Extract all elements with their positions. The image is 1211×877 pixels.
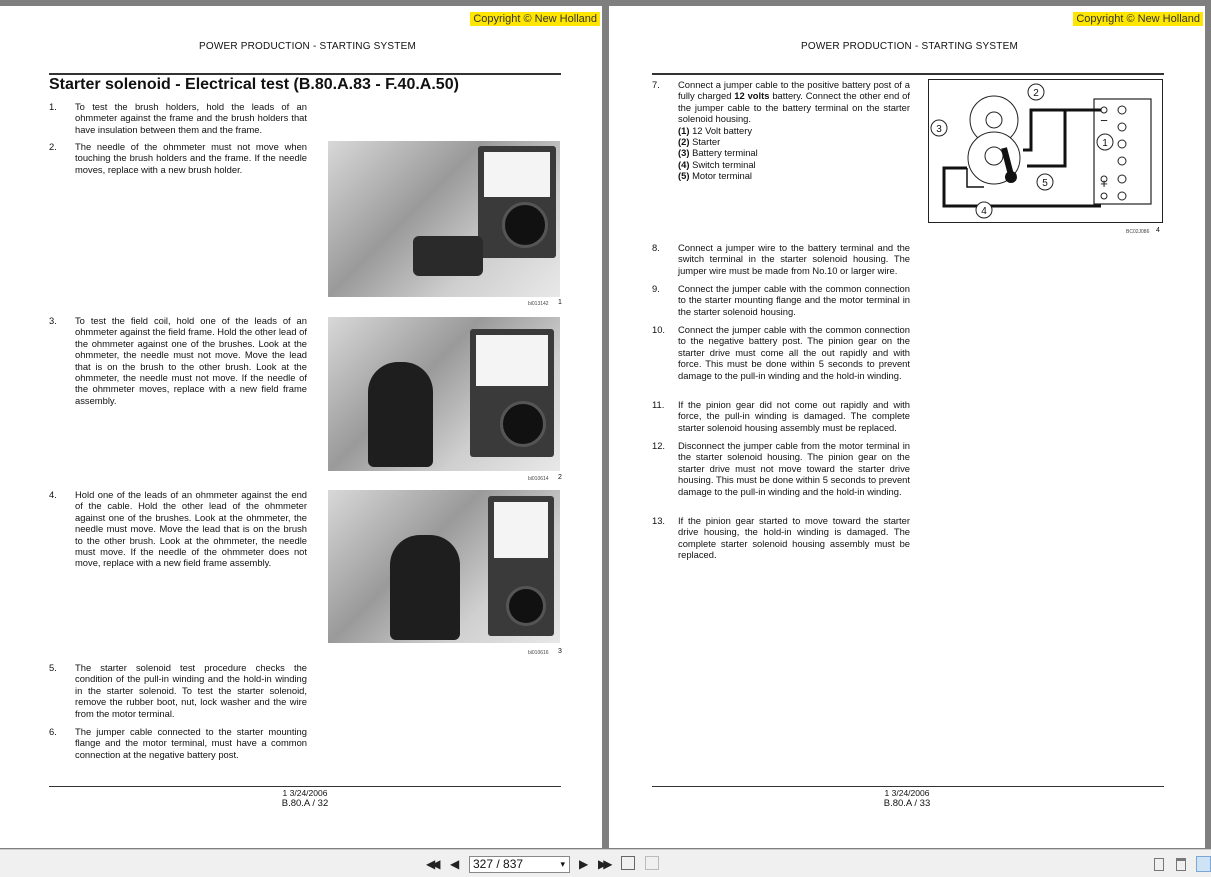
list-item: 10. Connect the jumper cable with the common connection to the negative battery post. The pinion gear on the starter drive must come all the out rapidly and with force. This must be done within 5 seconds to prevent damage to the pull-in winding and the hold-in winding. <box>652 324 910 381</box>
figure-code: bi010614 <box>528 476 549 482</box>
list-item: 6. The jumper cable connected to the starter mounting flange and the motor terminal, must have a common connection at the negative battery post. <box>49 726 307 760</box>
figure-number: 3 <box>558 648 562 655</box>
prev-page-button[interactable]: ◀ <box>450 857 460 871</box>
photo-cable-test <box>328 490 560 643</box>
copyright-label: Copyright © New Holland <box>470 12 600 26</box>
list-item: 5. The starter solenoid test procedure checks the condition of the pull-in winding and the hold-in winding in the starter solenoid. To test the starter solenoid, remove the rubber boot, nut, lock washer and the wire from the motor terminal. <box>49 662 307 719</box>
figure-code: BC02J086 <box>1126 229 1150 235</box>
callout-3: 3 <box>936 124 942 135</box>
list-item: 2. The needle of the ohmmeter must not move when touching the brush holders and the frame. If the needle moves, replace with a new brush holder. <box>49 141 307 175</box>
figure-code: bi013142 <box>528 301 549 307</box>
figure-number: 1 <box>558 299 562 306</box>
figure-code: bi010616 <box>528 650 549 656</box>
footer-date: 1 3/24/2006 <box>884 788 930 798</box>
footer-rule <box>49 786 561 787</box>
list-item: 9. Connect the jumper cable with the common connection to the starter mounting flange and the motor terminal in the starter solenoid housing. <box>652 283 910 317</box>
left-page <box>0 6 602 848</box>
footer-page: B.80.A / 33 <box>883 798 931 809</box>
header-rule <box>49 73 561 75</box>
callout-4: 4 <box>981 206 987 217</box>
figure-number: 4 <box>1156 227 1160 234</box>
page-number-input[interactable]: 327 / 837 ▾ <box>469 856 570 873</box>
photo-brush-holder-test <box>328 141 560 297</box>
callout-5: 5 <box>1042 178 1048 189</box>
list-item: 11. If the pinion gear did not come out rapidly and with force, the pull-in winding is damaged. The complete starter solenoid housing assembly must be replaced. <box>652 399 910 433</box>
copyright-label: Copyright © New Holland <box>1073 12 1203 26</box>
photo-field-coil-test <box>328 317 560 471</box>
last-page-button[interactable]: ▶▶ <box>598 857 609 871</box>
figure-number: 2 <box>558 474 562 481</box>
footer-date: 1 3/24/2006 <box>282 788 328 798</box>
page-header: POWER PRODUCTION - STARTING SYSTEM <box>199 41 416 52</box>
list-item: 8. Connect a jumper wire to the battery terminal and the switch terminal in the starter solenoid housing. The jumper wire must be made from No.10 or larger wire. <box>652 242 910 276</box>
first-page-button[interactable]: ◀◀ <box>426 857 437 871</box>
single-page-view-icon[interactable] <box>1154 858 1164 871</box>
list-item: 3. To test the field coil, hold one of the leads of an ohmmeter against the field frame. Hold the other lead of the ohmmeter against one of the brushes. Look at the ohmmeter, the needle must not move. Move the lead that is on the brush to the other brush. Look at the ohmmeter, the needle must not move. If the needle of the ohmmeter moves, replace with a new field frame assembly. <box>49 315 307 406</box>
callout-1: 1 <box>1102 138 1108 149</box>
page-title: Starter solenoid - Electrical test (B.80.A.83 - F.40.A.50) <box>49 76 459 93</box>
footer-page: B.80.A / 32 <box>281 798 329 809</box>
header-rule <box>652 73 1164 75</box>
list-item: 13. If the pinion gear started to move toward the starter drive housing, the hold-in winding is damaged. The complete starter solenoid housing assembly must be replaced. <box>652 515 910 561</box>
list-item: 1. To test the brush holders, hold the leads of an ohmmeter against the frame and the brush holders that have insulation between them and the frame. <box>49 101 307 135</box>
list-item: 12. Disconnect the jumper cable from the motor terminal in the starter solenoid housing. The pinion gear on the starter drive must not move toward the starter drive housing. This must be done within 5 seconds to prevent damage to the pull-in winding and the hold-in winding. <box>652 440 910 497</box>
wiring-diagram <box>928 79 1163 223</box>
legend-list: (1) 12 Volt battery (2) Starter (3) Battery terminal (4) Switch terminal (5) Motor terminal <box>678 124 758 182</box>
next-page-button[interactable]: ▶ <box>579 857 589 871</box>
callout-2: 2 <box>1033 88 1039 99</box>
list-item: 4. Hold one of the leads of an ohmmeter against the end of the cable. Hold the other lead of the ohmmeter against one of the brushes. Look at the ohmmeter, the needle must move. Move the lead that is on the brush to the other brush. Look at the ohmmeter, the needle must move. If the needle of the ohmmeter does not move, replace with a new field frame assembly. <box>49 489 307 569</box>
two-page-view-icon[interactable] <box>1196 856 1211 872</box>
list-item: 7. Connect a jumper cable to the positive battery post of a fully charged 12 volts battery. Connect the other end of the jumper cable to the battery terminal on the starter solenoid housing. (1) 12 Volt battery (2) Starter (3) Battery terminal (4) Switch terminal (5) Motor terminal <box>652 79 910 182</box>
viewer-toolbar <box>0 849 1211 877</box>
minus-sign: − <box>1100 113 1108 128</box>
go-back-view-icon[interactable] <box>621 856 635 870</box>
right-page <box>609 6 1205 848</box>
page-header: POWER PRODUCTION - STARTING SYSTEM <box>801 41 1018 52</box>
continuous-view-icon[interactable] <box>1176 858 1186 871</box>
go-forward-view-icon[interactable] <box>645 856 659 870</box>
footer-rule <box>652 786 1164 787</box>
plus-sign: + <box>1100 176 1108 191</box>
chevron-down-icon[interactable]: ▾ <box>560 859 565 869</box>
